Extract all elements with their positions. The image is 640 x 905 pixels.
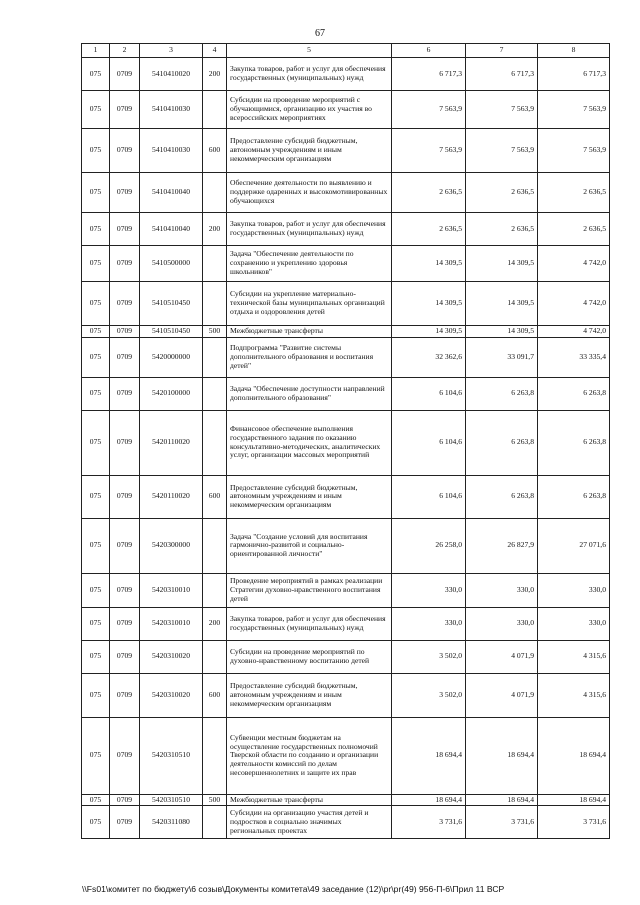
table-row (82, 794, 610, 806)
cell-value-col6: 3 731,6 (392, 806, 466, 839)
cell-target-code: 5410410030 (140, 129, 203, 173)
cell-value-col7: 6 263,8 (466, 410, 538, 475)
cell-target-code: 5410410020 (140, 58, 203, 91)
cell-value-col6: 32 362,6 (392, 337, 466, 377)
cell-target-code: 5420100000 (140, 377, 203, 410)
cell-expense-type: 200 (203, 213, 227, 246)
cell-value-col7: 3 731,6 (466, 806, 538, 839)
cell-section-code: 0709 (110, 607, 140, 640)
cell-value-col7: 6 263,8 (466, 475, 538, 518)
cell-value-col6: 7 563,9 (392, 91, 466, 129)
cell-description: Закупка товаров, работ и услуг для обеспечения государственных (муниципальных) нужд (227, 58, 392, 91)
column-header: 6 (392, 44, 466, 58)
cell-expense-type (203, 246, 227, 282)
column-header: 7 (466, 44, 538, 58)
table-row (82, 475, 610, 518)
cell-target-code: 5420300000 (140, 518, 203, 573)
cell-target-code: 5420310010 (140, 607, 203, 640)
cell-value-col8: 330,0 (538, 573, 610, 607)
cell-value-col8: 2 636,5 (538, 213, 610, 246)
cell-value-col6: 330,0 (392, 607, 466, 640)
cell-description: Предоставление субсидий бюджетным, автономным учреждениям и иным некоммерческим организациям (227, 129, 392, 173)
column-header: 2 (110, 44, 140, 58)
cell-value-col8: 6 263,8 (538, 377, 610, 410)
cell-target-code: 5420310510 (140, 794, 203, 806)
cell-section-code: 0709 (110, 129, 140, 173)
cell-value-col8: 27 071,6 (538, 518, 610, 573)
cell-value-col6: 14 309,5 (392, 246, 466, 282)
cell-expense-type: 600 (203, 129, 227, 173)
cell-value-col6: 3 502,0 (392, 673, 466, 717)
table-row (82, 377, 610, 410)
cell-admin-code: 075 (82, 129, 110, 173)
table-row (82, 673, 610, 717)
cell-expense-type: 600 (203, 673, 227, 717)
cell-expense-type: 200 (203, 607, 227, 640)
cell-admin-code: 075 (82, 282, 110, 326)
cell-expense-type (203, 410, 227, 475)
column-header: 8 (538, 44, 610, 58)
cell-value-col6: 2 636,5 (392, 213, 466, 246)
cell-description: Обеспечение деятельности по выявлению и поддержке одаренных и высокомотивированных обучающихся (227, 173, 392, 213)
cell-section-code: 0709 (110, 573, 140, 607)
cell-value-col8: 6 717,3 (538, 58, 610, 91)
cell-value-col6: 6 104,6 (392, 410, 466, 475)
cell-value-col8: 4 315,6 (538, 673, 610, 717)
cell-expense-type (203, 640, 227, 673)
table-header-row (82, 44, 610, 58)
column-header: 4 (203, 44, 227, 58)
cell-value-col7: 6 263,8 (466, 377, 538, 410)
cell-target-code: 5410410040 (140, 213, 203, 246)
cell-description: Финансовое обеспечение выполнения государственного задания по оказанию консультативно-методических, аналитических услуг, организации массовых мероприятий (227, 410, 392, 475)
column-header: 3 (140, 44, 203, 58)
cell-value-col8: 18 694,4 (538, 717, 610, 794)
cell-value-col7: 330,0 (466, 607, 538, 640)
cell-value-col7: 330,0 (466, 573, 538, 607)
cell-section-code: 0709 (110, 794, 140, 806)
cell-section-code: 0709 (110, 326, 140, 338)
cell-value-col8: 4 742,0 (538, 246, 610, 282)
cell-expense-type (203, 377, 227, 410)
table-row (82, 573, 610, 607)
cell-admin-code: 075 (82, 673, 110, 717)
cell-value-col6: 6 104,6 (392, 475, 466, 518)
cell-section-code: 0709 (110, 806, 140, 839)
cell-value-col7: 6 717,3 (466, 58, 538, 91)
cell-expense-type (203, 91, 227, 129)
cell-target-code: 5410410040 (140, 173, 203, 213)
cell-admin-code: 075 (82, 213, 110, 246)
cell-target-code: 5420110020 (140, 475, 203, 518)
cell-section-code: 0709 (110, 58, 140, 91)
cell-value-col6: 7 563,9 (392, 129, 466, 173)
cell-expense-type (203, 173, 227, 213)
cell-expense-type (203, 717, 227, 794)
table-row (82, 58, 610, 91)
cell-value-col8: 2 636,5 (538, 173, 610, 213)
cell-description: Субвенции местным бюджетам на осуществление государственных полномочий Тверской области по созданию и организации деятельности комиссий по делам несовершеннолетних и защите их прав (227, 717, 392, 794)
cell-value-col7: 2 636,5 (466, 173, 538, 213)
cell-value-col7: 7 563,9 (466, 129, 538, 173)
cell-admin-code: 075 (82, 58, 110, 91)
cell-target-code: 5420310010 (140, 573, 203, 607)
cell-expense-type: 600 (203, 475, 227, 518)
cell-admin-code: 075 (82, 337, 110, 377)
cell-section-code: 0709 (110, 410, 140, 475)
cell-expense-type (203, 573, 227, 607)
cell-expense-type (203, 806, 227, 839)
cell-admin-code: 075 (82, 326, 110, 338)
cell-value-col8: 4 315,6 (538, 640, 610, 673)
cell-section-code: 0709 (110, 91, 140, 129)
cell-target-code: 5410410030 (140, 91, 203, 129)
cell-target-code: 5420000000 (140, 337, 203, 377)
table-row (82, 806, 610, 839)
page-number: 67 (315, 28, 325, 39)
cell-value-col6: 18 694,4 (392, 794, 466, 806)
cell-description: Задача "Обеспечение доступности направлений дополнительного образования" (227, 377, 392, 410)
cell-value-col8: 7 563,9 (538, 129, 610, 173)
cell-admin-code: 075 (82, 640, 110, 673)
cell-admin-code: 075 (82, 410, 110, 475)
table-row (82, 213, 610, 246)
cell-target-code: 5420110020 (140, 410, 203, 475)
table-row (82, 640, 610, 673)
cell-section-code: 0709 (110, 377, 140, 410)
cell-value-col7: 26 827,9 (466, 518, 538, 573)
cell-admin-code: 075 (82, 607, 110, 640)
cell-admin-code: 075 (82, 573, 110, 607)
cell-value-col8: 33 335,4 (538, 337, 610, 377)
cell-value-col6: 14 309,5 (392, 326, 466, 338)
cell-admin-code: 075 (82, 475, 110, 518)
table-row (82, 607, 610, 640)
cell-value-col7: 18 694,4 (466, 717, 538, 794)
cell-value-col7: 14 309,5 (466, 282, 538, 326)
table-row (82, 326, 610, 338)
column-header: 1 (82, 44, 110, 58)
cell-description: Подпрограмма "Развитие системы дополнительного образования и воспитания детей" (227, 337, 392, 377)
cell-description: Субсидии на проведение мероприятий по духовно-нравственному воспитанию детей (227, 640, 392, 673)
cell-description: Межбюджетные трансферты (227, 326, 392, 338)
cell-value-col7: 14 309,5 (466, 326, 538, 338)
cell-value-col6: 3 502,0 (392, 640, 466, 673)
cell-description: Закупка товаров, работ и услуг для обеспечения государственных (муниципальных) нужд (227, 213, 392, 246)
cell-expense-type (203, 518, 227, 573)
cell-admin-code: 075 (82, 91, 110, 129)
cell-value-col6: 330,0 (392, 573, 466, 607)
cell-section-code: 0709 (110, 640, 140, 673)
cell-target-code: 5420310020 (140, 673, 203, 717)
table-row (82, 410, 610, 475)
cell-value-col8: 4 742,0 (538, 326, 610, 338)
table-row (82, 129, 610, 173)
cell-description: Предоставление субсидий бюджетным, автономным учреждениям и иным некоммерческим организациям (227, 673, 392, 717)
cell-description: Проведение мероприятий в рамках реализации Стратегии духовно-нравственного воспитания детей (227, 573, 392, 607)
cell-section-code: 0709 (110, 337, 140, 377)
table-row (82, 246, 610, 282)
cell-section-code: 0709 (110, 213, 140, 246)
cell-description: Межбюджетные трансферты (227, 794, 392, 806)
cell-value-col8: 3 731,6 (538, 806, 610, 839)
cell-admin-code: 075 (82, 794, 110, 806)
cell-section-code: 0709 (110, 717, 140, 794)
cell-description: Субсидии на проведение мероприятий с обучающимися, организацию их участия во всероссийских мероприятиях (227, 91, 392, 129)
cell-value-col8: 6 263,8 (538, 410, 610, 475)
cell-value-col6: 26 258,0 (392, 518, 466, 573)
cell-target-code: 5410510450 (140, 326, 203, 338)
cell-value-col6: 2 636,5 (392, 173, 466, 213)
cell-target-code: 5420310020 (140, 640, 203, 673)
table-row (82, 337, 610, 377)
cell-value-col8: 18 694,4 (538, 794, 610, 806)
cell-value-col7: 4 071,9 (466, 673, 538, 717)
cell-description: Субсидии на укрепление материально-технической базы муниципальных организаций отдыха и оздоровления детей (227, 282, 392, 326)
cell-section-code: 0709 (110, 673, 140, 717)
cell-expense-type: 500 (203, 794, 227, 806)
cell-section-code: 0709 (110, 173, 140, 213)
cell-description: Задача "Обеспечение деятельности по сохранению и укреплению здоровья школьников" (227, 246, 392, 282)
cell-description: Закупка товаров, работ и услуг для обеспечения государственных (муниципальных) нужд (227, 607, 392, 640)
cell-expense-type (203, 282, 227, 326)
cell-expense-type: 500 (203, 326, 227, 338)
cell-admin-code: 075 (82, 173, 110, 213)
cell-admin-code: 075 (82, 518, 110, 573)
cell-section-code: 0709 (110, 518, 140, 573)
cell-target-code: 5410510450 (140, 282, 203, 326)
cell-expense-type: 200 (203, 58, 227, 91)
cell-section-code: 0709 (110, 282, 140, 326)
cell-value-col8: 6 263,8 (538, 475, 610, 518)
table-row (82, 173, 610, 213)
cell-value-col8: 7 563,9 (538, 91, 610, 129)
cell-value-col8: 330,0 (538, 607, 610, 640)
cell-value-col7: 2 636,5 (466, 213, 538, 246)
cell-value-col6: 6 104,6 (392, 377, 466, 410)
table-row (82, 91, 610, 129)
budget-table (81, 43, 610, 839)
cell-target-code: 5420311080 (140, 806, 203, 839)
cell-target-code: 5410500000 (140, 246, 203, 282)
cell-expense-type (203, 337, 227, 377)
table-row (82, 518, 610, 573)
cell-value-col7: 18 694,4 (466, 794, 538, 806)
cell-admin-code: 075 (82, 246, 110, 282)
cell-value-col6: 18 694,4 (392, 717, 466, 794)
cell-description: Субсидии на организацию участия детей и подростков в социально значимых региональных проектах (227, 806, 392, 839)
cell-value-col7: 33 091,7 (466, 337, 538, 377)
cell-value-col7: 7 563,9 (466, 91, 538, 129)
column-header: 5 (227, 44, 392, 58)
table-row (82, 717, 610, 794)
file-path-footer: \\Fs01\комитет по бюджету\6 созыв\Документы комитета\49 заседание (12)\pr\pr(49) 956-П-6\Прил 11 ВСР (82, 884, 505, 894)
cell-value-col6: 6 717,3 (392, 58, 466, 91)
cell-section-code: 0709 (110, 475, 140, 518)
cell-description: Задача "Создание условий для воспитания гармонично-развитой и социально-ориентированной личности" (227, 518, 392, 573)
cell-value-col7: 4 071,9 (466, 640, 538, 673)
cell-value-col7: 14 309,5 (466, 246, 538, 282)
cell-admin-code: 075 (82, 717, 110, 794)
cell-target-code: 5420310510 (140, 717, 203, 794)
table-row (82, 282, 610, 326)
cell-value-col6: 14 309,5 (392, 282, 466, 326)
cell-value-col8: 4 742,0 (538, 282, 610, 326)
cell-description: Предоставление субсидий бюджетным, автономным учреждениям и иным некоммерческим организациям (227, 475, 392, 518)
cell-admin-code: 075 (82, 377, 110, 410)
cell-section-code: 0709 (110, 246, 140, 282)
cell-admin-code: 075 (82, 806, 110, 839)
